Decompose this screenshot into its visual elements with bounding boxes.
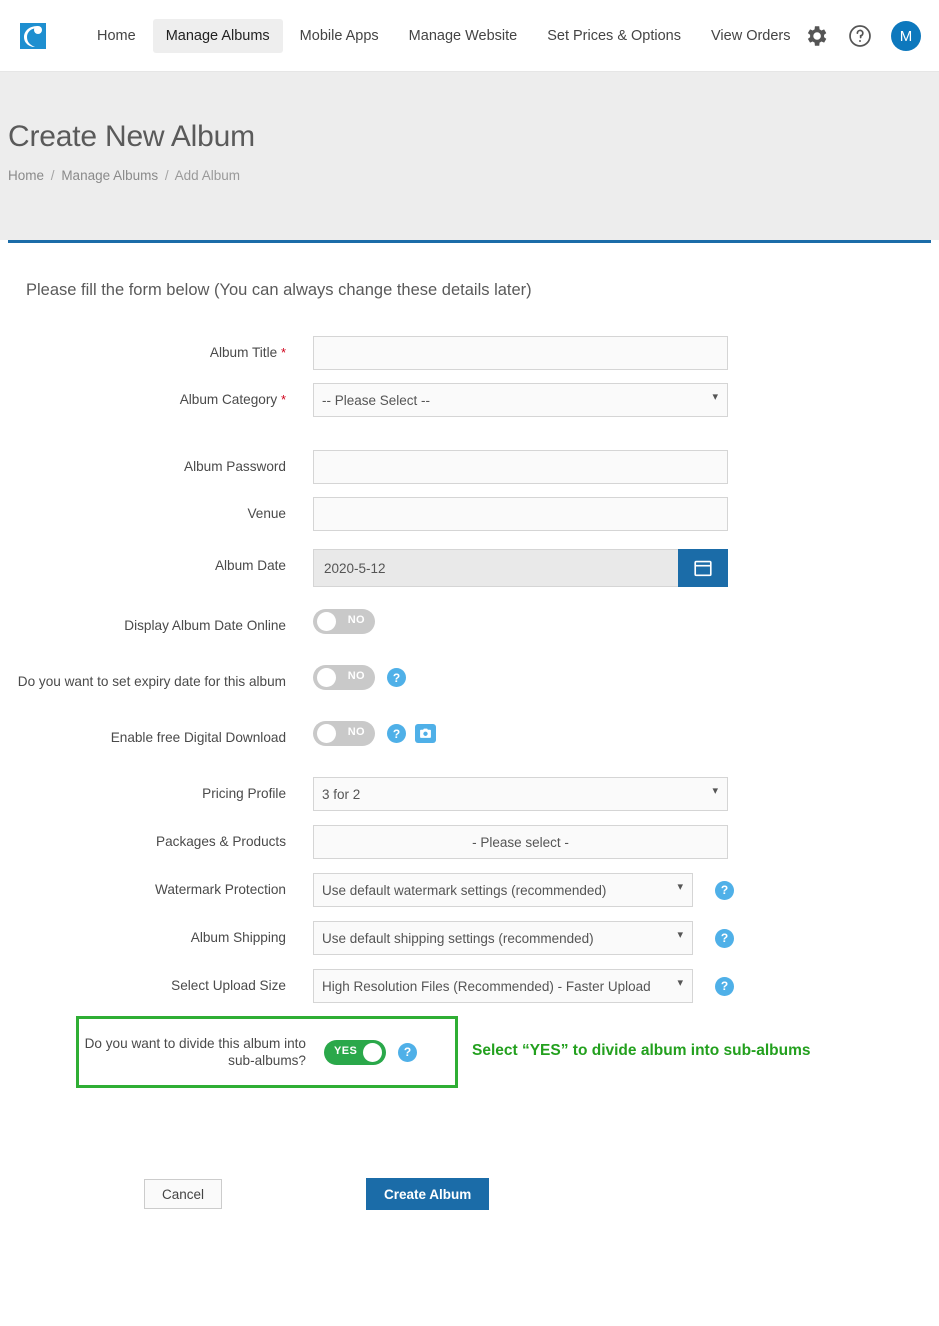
required-marker-album-title: * <box>280 345 286 360</box>
row-free-digital-download <box>8 721 931 755</box>
manage-categories-wrap <box>313 417 728 437</box>
row-album-category <box>8 383 931 437</box>
row-pricing-profile <box>8 777 931 811</box>
label-album-title <box>8 336 313 370</box>
row-album-shipping <box>8 921 931 955</box>
toggle-knob <box>317 724 336 743</box>
free-digital-download-toggle[interactable] <box>313 721 375 746</box>
label-pricing-profile: Pricing Profile <box>202 786 286 801</box>
label-album-password: Album Password <box>184 459 286 474</box>
label-album-category <box>8 383 313 417</box>
sub-albums-annotation: Select “YES” to divide album into sub-albums <box>472 1042 811 1059</box>
display-date-online-toggle[interactable] <box>313 609 375 634</box>
toggle-knob <box>317 668 336 687</box>
label-album-category-text: Album Category <box>179 392 278 407</box>
pricing-profile-select[interactable] <box>313 777 728 811</box>
sub-albums-toggle-state: YES <box>334 1044 358 1057</box>
toggle-knob <box>317 612 336 631</box>
help-icon-album-shipping[interactable]: ? <box>715 929 734 948</box>
row-album-title <box>8 336 931 370</box>
upload-size-select-wrap <box>313 969 693 1003</box>
row-album-date <box>8 549 931 587</box>
create-album-form <box>8 336 931 1210</box>
required-marker-album-category: * <box>280 392 286 407</box>
nav-item-manage-albums[interactable]: Manage Albums <box>153 19 283 53</box>
nav-items <box>84 19 804 53</box>
expiry-date-toggle[interactable] <box>313 665 375 690</box>
label-upload-size: Select Upload Size <box>171 978 286 993</box>
venue-input[interactable] <box>313 497 728 531</box>
top-navigation-bar <box>0 0 939 72</box>
album-date-group <box>313 549 728 587</box>
breadcrumb-manage-albums[interactable]: Manage Albums <box>61 168 159 183</box>
upload-size-select[interactable] <box>313 969 693 1003</box>
avatar[interactable]: M <box>891 21 921 51</box>
nav-item-mobile-apps[interactable]: Mobile Apps <box>299 27 379 44</box>
watermark-protection-select[interactable] <box>313 873 693 907</box>
camera-icon[interactable] <box>415 724 436 743</box>
label-expiry-date: Do you want to set expiry date for this album <box>17 674 286 689</box>
row-display-date-online <box>8 609 931 643</box>
brand-logo[interactable] <box>16 19 50 53</box>
breadcrumb <box>8 168 939 183</box>
breadcrumb-home[interactable]: Home <box>8 168 45 183</box>
label-sub-albums-line1: Do you want to divide this album into <box>84 1036 306 1051</box>
label-free-digital-download: Enable free Digital Download <box>110 730 286 745</box>
help-icon-upload-size[interactable]: ? <box>715 977 734 996</box>
row-sub-albums <box>8 1016 931 1084</box>
breadcrumb-current: Add Album <box>174 168 240 183</box>
nav-item-view-orders[interactable]: View Orders <box>711 27 791 44</box>
help-icon-free-digital-download[interactable]: ? <box>387 724 406 743</box>
create-album-button[interactable]: Create Album <box>366 1178 489 1210</box>
sub-albums-toggle[interactable] <box>324 1040 386 1065</box>
nav-right-actions <box>803 0 921 72</box>
label-packages-products: Packages & Products <box>156 834 286 849</box>
form-intro-text: Please fill the form below (You can always change these details later) <box>26 281 532 299</box>
label-display-date-online: Display Album Date Online <box>124 618 286 633</box>
label-watermark-protection: Watermark Protection <box>155 882 286 897</box>
row-upload-size <box>8 969 931 1003</box>
album-title-input[interactable] <box>313 336 728 370</box>
label-sub-albums-line2: sub-albums? <box>228 1053 306 1068</box>
album-shipping-select[interactable] <box>313 921 693 955</box>
breadcrumb-separator-2: / <box>164 168 169 183</box>
row-album-password <box>8 450 931 484</box>
row-watermark-protection <box>8 873 931 907</box>
cancel-button[interactable]: Cancel <box>144 1179 222 1209</box>
nav-item-manage-website[interactable]: Manage Website <box>408 27 518 44</box>
label-album-shipping: Album Shipping <box>190 930 286 945</box>
display-date-online-toggle-state: NO <box>347 614 365 626</box>
label-sub-albums <box>79 1035 324 1069</box>
page-header-band <box>0 72 939 240</box>
sub-albums-controls <box>324 1040 417 1065</box>
help-circle-icon[interactable] <box>847 23 873 49</box>
toggle-knob <box>363 1043 382 1062</box>
row-venue <box>8 497 931 531</box>
help-icon-expiry-date[interactable]: ? <box>387 668 406 687</box>
nav-item-set-prices-options[interactable]: Set Prices & Options <box>547 27 681 44</box>
breadcrumb-separator-1: / <box>50 168 55 183</box>
label-album-date: Album Date <box>214 558 286 573</box>
album-password-input[interactable] <box>313 450 728 484</box>
packages-products-select[interactable]: - Please select - <box>313 825 728 859</box>
pricing-profile-select-wrap <box>313 777 728 811</box>
gear-icon[interactable] <box>803 23 829 49</box>
row-packages-products <box>8 825 931 859</box>
watermark-protection-select-wrap <box>313 873 693 907</box>
album-category-select-wrap <box>313 383 728 417</box>
calendar-icon[interactable] <box>678 549 728 587</box>
free-digital-download-toggle-state: NO <box>347 726 365 738</box>
create-album-panel <box>8 240 931 1230</box>
row-expiry-date <box>8 665 931 699</box>
expiry-date-toggle-state: NO <box>347 670 365 682</box>
label-album-title-text: Album Title <box>209 345 278 360</box>
form-actions <box>8 1178 931 1210</box>
sub-albums-highlight-box <box>76 1016 458 1088</box>
album-shipping-select-wrap <box>313 921 693 955</box>
label-venue: Venue <box>247 506 286 521</box>
page-title: Create New Album <box>8 120 255 153</box>
nav-item-home[interactable]: Home <box>97 27 136 44</box>
album-category-select[interactable] <box>313 383 728 417</box>
album-date-input[interactable] <box>313 549 678 587</box>
help-icon-watermark-protection[interactable]: ? <box>715 881 734 900</box>
help-icon-sub-albums[interactable]: ? <box>398 1043 417 1062</box>
